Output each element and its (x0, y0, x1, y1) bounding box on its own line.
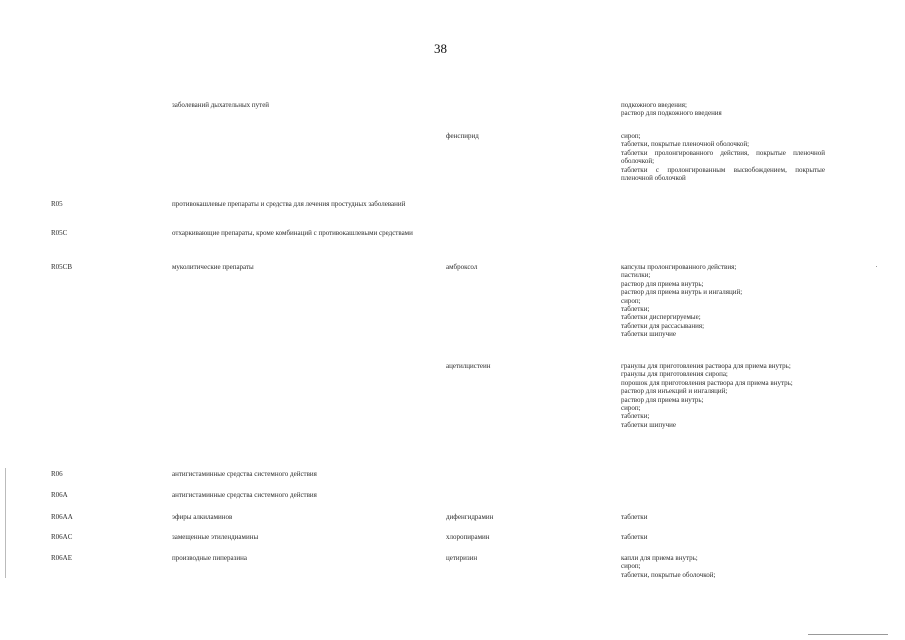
dosage-form: таблетки (621, 513, 648, 521)
footer-mark (808, 634, 888, 635)
dosage-forms (621, 101, 722, 118)
atc-code: R05C (51, 229, 68, 237)
atc-description: отхаркивающие препараты, кроме комбинаций с противокашлевыми средствами (172, 229, 413, 237)
dosage-form: сироп; (621, 562, 641, 571)
drug-name: ацетилцистеин (446, 362, 491, 370)
atc-code: R06A (51, 491, 68, 499)
dosage-form: таблетки; (621, 305, 650, 314)
dosage-form: таблетки шипучие (621, 330, 676, 339)
dosage-form: раствор для приема внутрь; (621, 395, 704, 404)
atc-code: R06AA (51, 513, 73, 521)
drug-name: цетиризин (446, 554, 478, 562)
dosage-form: подкожного введения; (621, 101, 687, 109)
scan-edge-mark (5, 468, 6, 578)
dosage-form: таблетки диспергируемые; (621, 313, 701, 322)
scan-dot (876, 266, 877, 267)
atc-description: замещенные этилендиамины (172, 533, 259, 541)
dosage-form: раствор для приема внутрь; (621, 279, 704, 288)
dosage-form: раствор для приема внутрь и ингаляций; (621, 288, 743, 297)
drug-name: дифенгидрамин (446, 513, 494, 521)
dosage-form: таблетки (621, 533, 648, 541)
dosage-form: капли для приема внутрь; (621, 554, 698, 562)
atc-description: заболеваний дыхательных путей (172, 101, 270, 109)
atc-description: производные пиперазина (172, 554, 247, 562)
atc-description: эфиры алкиламинов (172, 513, 233, 521)
drug-name: хлоропирамин (446, 533, 490, 541)
page-number: 38 (434, 41, 447, 56)
dosage-form: раствор для инъекций и ингаляций; (621, 387, 728, 396)
atc-code: R05 (51, 200, 63, 208)
dosage-form: таблетки пролонгированного действия, покрытые пленочной оболочкой; (621, 148, 825, 166)
atc-code: R06 (51, 470, 63, 478)
dosage-form: таблетки, покрытые оболочкой; (621, 570, 716, 579)
dosage-form: пастилки; (621, 271, 651, 280)
dosage-form: капсулы пролонгированного действия; (621, 263, 737, 271)
drug-name: амброксол (446, 263, 478, 271)
dosage-form: раствор для подкожного введения (621, 109, 722, 118)
dosage-form: порошок для приготовления раствора для приема внутрь; (621, 378, 793, 387)
atc-code: R06AE (51, 554, 72, 562)
dosage-form: таблетки для рассасывания; (621, 321, 705, 330)
dosage-form: гранулы для приготовления сиропа; (621, 370, 728, 379)
dosage-form: таблетки, покрытые пленочной оболочкой; (621, 140, 750, 149)
dosage-form: гранулы для приготовления раствора для приема внутрь; (621, 362, 791, 370)
dosage-form: таблетки; (621, 412, 650, 421)
dosage-form: таблетки шипучие (621, 420, 676, 429)
dosage-form: сироп; (621, 296, 641, 305)
atc-description: противокашлевые препараты и средства для лечения простудных заболеваний (172, 200, 406, 208)
dosage-forms (621, 132, 825, 182)
dosage-forms (621, 554, 715, 579)
atc-description: антигистаминные средства системного действия (172, 470, 317, 478)
dosage-form: сироп; (621, 404, 641, 413)
dosage-form: сироп; (621, 132, 641, 140)
atc-description: муколитические препараты (172, 263, 254, 271)
dosage-forms (621, 362, 825, 429)
atc-description: антигистаминные средства системного действия (172, 491, 317, 499)
dosage-forms (621, 263, 742, 339)
atc-code: R06AC (51, 533, 73, 541)
atc-code: R05CB (51, 263, 73, 271)
drug-name: фенспирид (446, 132, 479, 140)
dosage-form: таблетки с пролонгированным высвобождением, покрытые пленочной оболочкой (621, 165, 825, 183)
